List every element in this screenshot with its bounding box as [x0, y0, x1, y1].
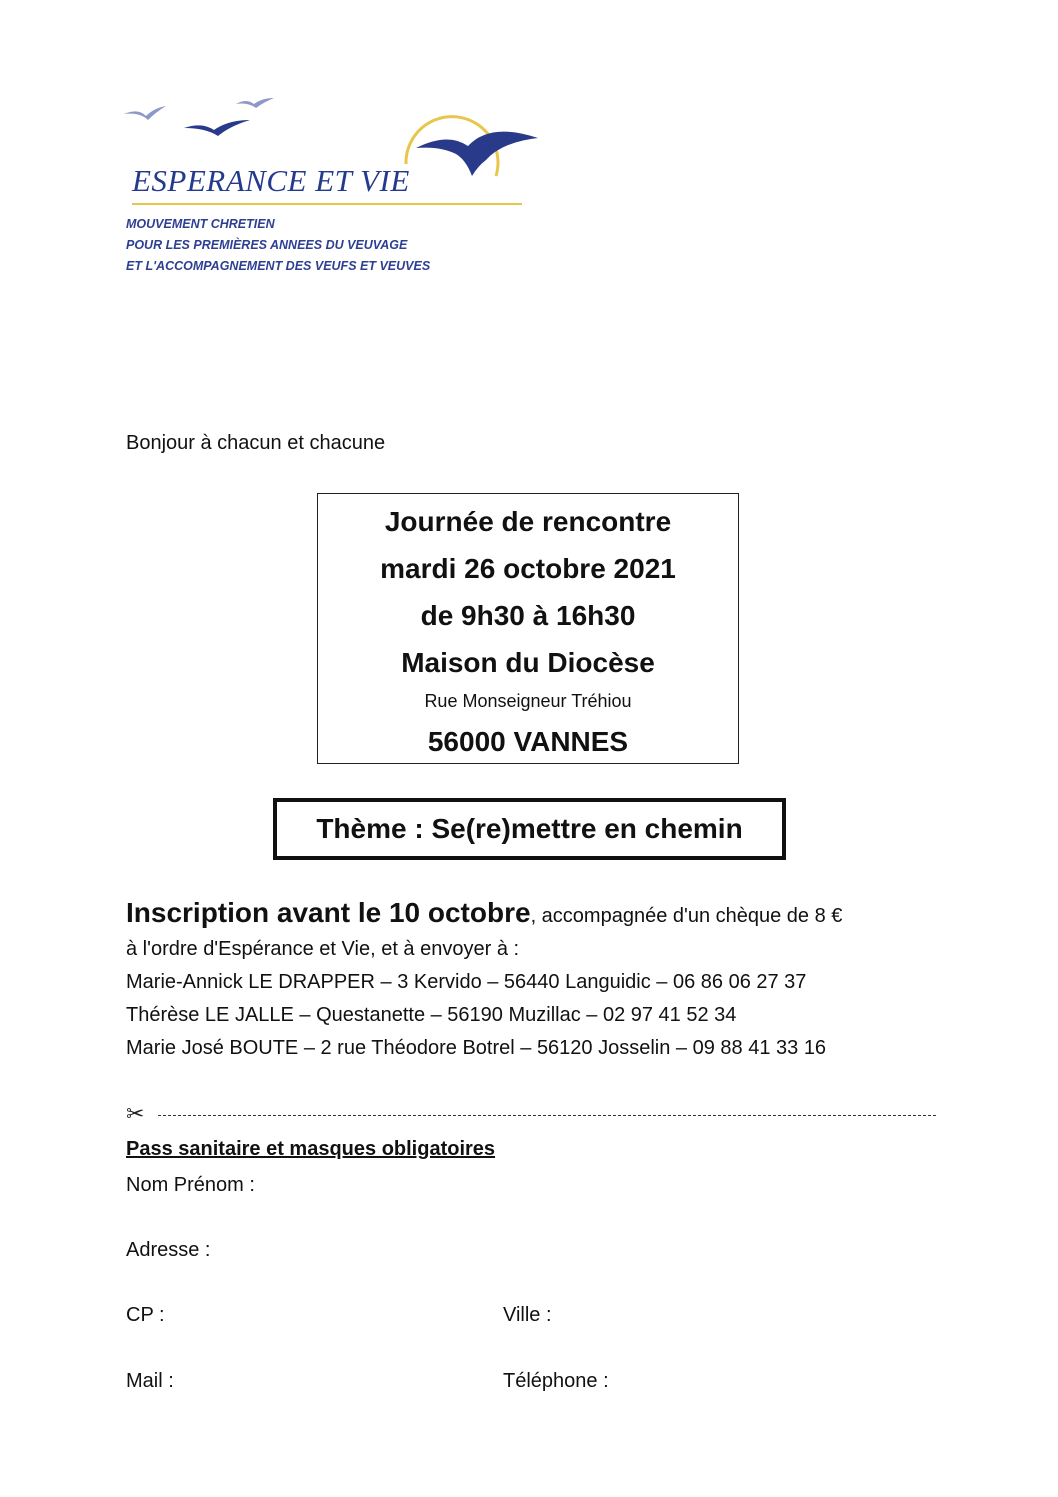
event-details-box	[317, 493, 739, 764]
tagline-line: ET L'ACCOMPAGNEMENT DES VEUFS ET VEUVES	[126, 259, 431, 273]
city-field-label: Ville :	[503, 1304, 552, 1326]
inscription-headline: Inscription avant le 10 octobre	[126, 897, 531, 928]
event-city: 56000 VANNES	[427, 726, 629, 757]
dashed-divider	[158, 1115, 936, 1116]
tagline-line: POUR LES PREMIÈRES ANNEES DU VEUVAGE	[126, 238, 408, 252]
form-title: Pass sanitaire et masques obligatoires	[126, 1138, 496, 1160]
name-field-label: Nom Prénom :	[126, 1174, 255, 1196]
phone-field-label: Téléphone :	[503, 1370, 609, 1392]
bird-light-2	[236, 98, 274, 108]
organization-tagline	[126, 214, 430, 277]
event-title: Journée de rencontre	[384, 506, 672, 537]
bird-light-1	[124, 106, 166, 120]
tagline-line: MOUVEMENT CHRETIEN	[126, 217, 275, 231]
address-field-label: Adresse :	[126, 1239, 211, 1261]
inscription-instructions: à l'ordre d'Espérance et Vie, et à envoyer à :	[126, 938, 520, 960]
cut-here-line	[126, 1102, 936, 1126]
theme-box: Thème : Se(re)mettre en chemin	[273, 798, 786, 860]
scissors-icon: ✂	[126, 1101, 145, 1126]
bird-dark-large	[416, 132, 538, 176]
organization-logo	[118, 86, 558, 216]
event-date: mardi 26 octobre 2021	[380, 553, 676, 584]
contact-line: Thérèse LE JALLE – Questanette – 56190 Muzillac – 02 97 41 52 34	[126, 1004, 737, 1026]
postcode-field-label: CP :	[126, 1304, 165, 1326]
logo-divider	[132, 203, 522, 205]
event-venue: Maison du Diocèse	[401, 647, 655, 678]
mail-field-label: Mail :	[126, 1370, 174, 1392]
contact-line: Marie-Annick LE DRAPPER – 3 Kervido – 56440 Languidic – 06 86 06 27 37	[126, 971, 807, 993]
inscription-section	[126, 896, 946, 1065]
inscription-headline-line	[126, 896, 946, 933]
contact-line: Marie José BOUTE – 2 rue Théodore Botrel – 56120 Josselin – 09 88 41 33 16	[126, 1037, 827, 1059]
event-hours: de 9h30 à 16h30	[420, 600, 636, 631]
logo-title: ESPERANCE ET VIE	[132, 163, 410, 198]
event-street: Rue Monseigneur Tréhiou	[424, 691, 632, 711]
bird-dark-1	[184, 120, 250, 136]
inscription-headline-suffix: , accompagnée d'un chèque de 8 €	[530, 905, 843, 927]
greeting: Bonjour à chacun et chacune	[126, 432, 386, 454]
